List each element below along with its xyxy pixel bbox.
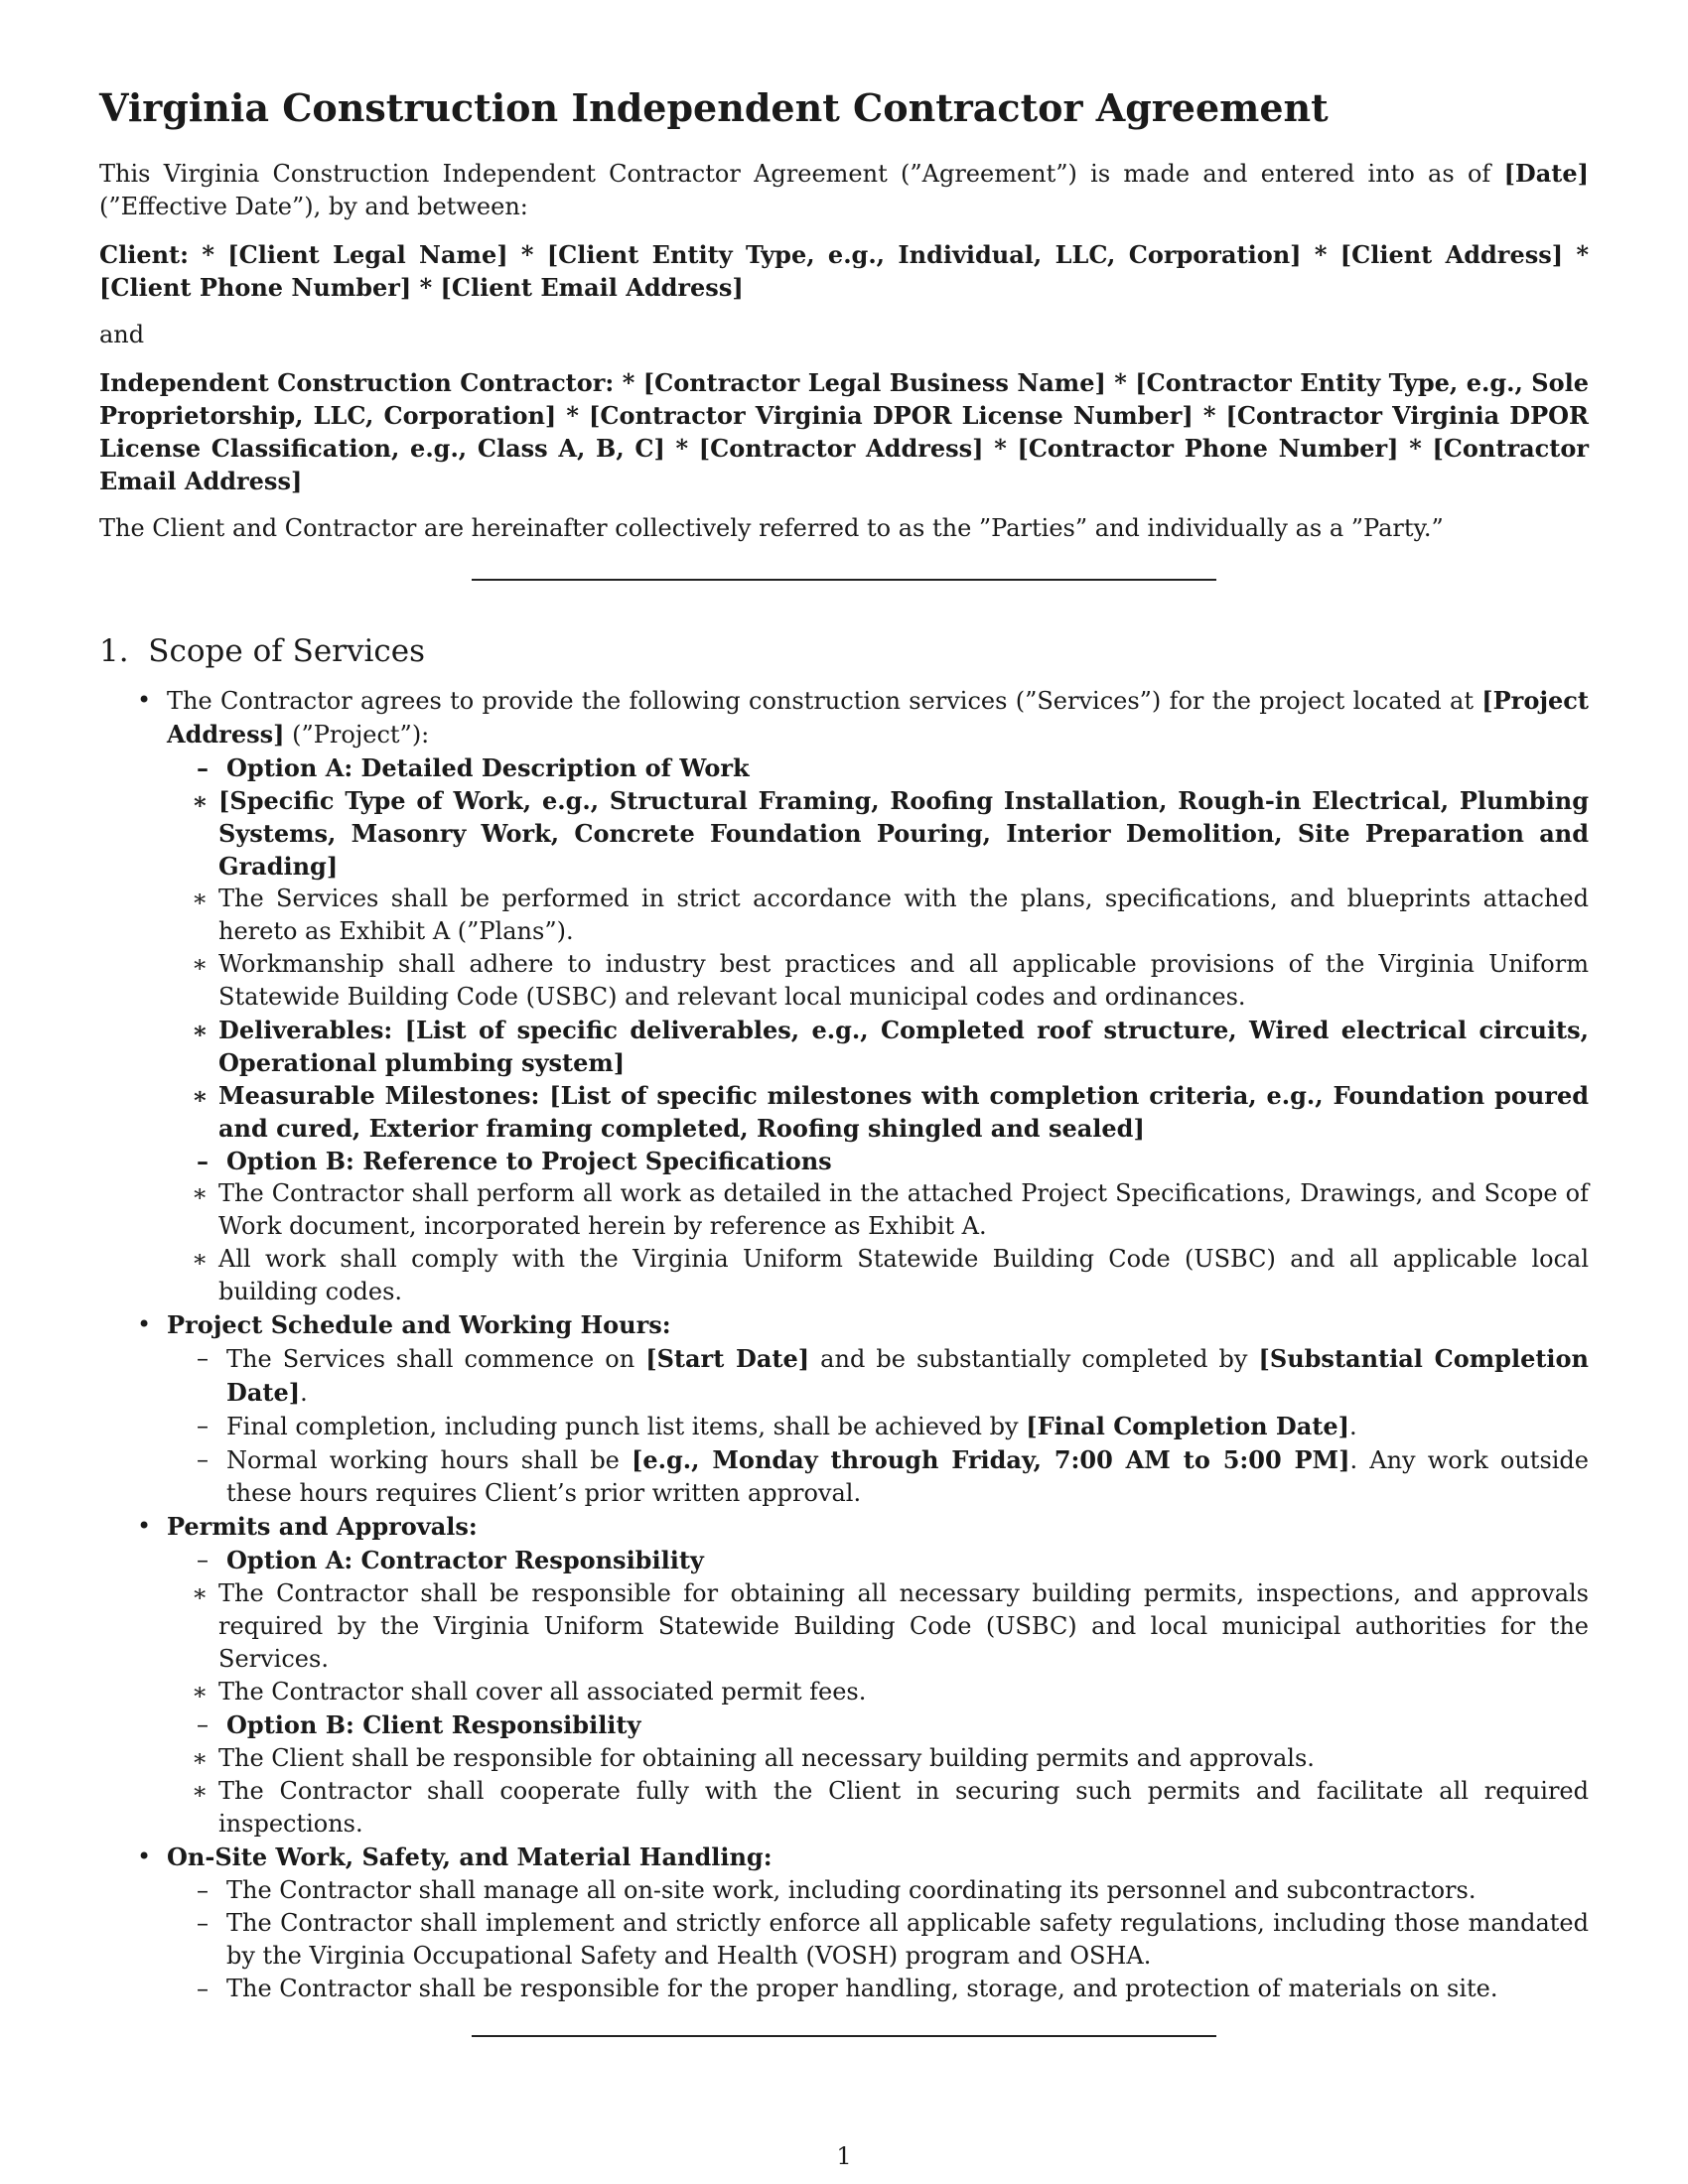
client-fields: * [Client Legal Name] * [Client Entity Type, e.g., Individual, LLC, Corporation] * [Client Address] * [Client Phone Number] * [Client Email Address] xyxy=(99,239,1589,302)
star-marker: ∗ xyxy=(192,1245,209,1274)
permits-option-b-list xyxy=(167,1742,1589,1841)
onsite-heading: On-Site Work, Safety, and Material Handling: xyxy=(167,1843,773,1872)
permits-text: The Contractor shall cooperate fully with the Client in securing such permits and facilitate all required inspections. xyxy=(218,1777,1589,1839)
date-placeholder: [Date] xyxy=(1503,158,1589,188)
permits-option-a-heading: Option A: Contractor Responsibility xyxy=(226,1546,704,1575)
final-completion-placeholder: [Final Completion Date] xyxy=(1026,1412,1349,1441)
plans-text: The Services shall be performed in strict accordance with the plans, specifications, and blueprints attached hereto as Exhibit A (”Plans”). xyxy=(218,885,1589,946)
client-block xyxy=(99,238,1589,304)
list-item xyxy=(167,948,1589,1014)
section-divider-top xyxy=(472,579,1216,581)
option-b-list xyxy=(167,1177,1589,1308)
list-item xyxy=(99,1308,1589,1510)
substantial-completion-placeholder: [Substantial Completion Date] xyxy=(226,1344,1590,1408)
bullet-marker: • xyxy=(137,1310,152,1339)
list-item xyxy=(167,1410,1589,1443)
list-item xyxy=(167,1443,1589,1510)
contractor-label: Independent Construction Contractor: xyxy=(99,367,615,397)
star-marker: ∗ xyxy=(192,786,209,816)
list-item xyxy=(167,1577,1589,1676)
schedule-text: The Services shall commence on xyxy=(226,1345,646,1374)
list-item xyxy=(167,1907,1589,1973)
scope-list xyxy=(99,684,1589,2005)
list-item xyxy=(167,1145,1589,1308)
star-marker: ∗ xyxy=(192,885,209,913)
star-marker: ∗ xyxy=(192,1678,209,1706)
milestones-text: Measurable Milestones: [List of specific milestones with completion criteria, e.g., Foundation poured and cured, Exterior framing completed, Roofing shingled and sealed] xyxy=(218,1081,1589,1144)
dash-marker: – xyxy=(197,1147,209,1176)
dash-marker: – xyxy=(197,1975,209,2003)
list-item xyxy=(99,684,1589,1308)
dash-marker: – xyxy=(197,1909,209,1938)
dash-marker: – xyxy=(197,1445,209,1474)
work-type-placeholder: [Specific Type of Work, e.g., Structural Framing, Roofing Installation, Rough-in Electrical, Plumbing Systems, Masonry Work, Concrete Foundation Pouring, Interior Demolition, Site Preparation and Grading] xyxy=(218,786,1589,882)
list-item xyxy=(167,1342,1589,1410)
workmanship-text: Workmanship shall adhere to industry best practices and all applicable provisions of the Virginia Uniform Statewide Building Code (USBC) and relevant local municipal codes and ordinances. xyxy=(218,950,1589,1012)
schedule-heading: Project Schedule and Working Hours: xyxy=(167,1310,671,1340)
list-item xyxy=(167,751,1589,1145)
schedule-text: and be substantially completed by xyxy=(809,1345,1259,1374)
scope-intro-start: The Contractor agrees to provide the following construction services (”Services”) for the project located at xyxy=(167,687,1482,716)
star-marker: ∗ xyxy=(192,950,209,979)
contractor-fields: * [Contractor Legal Business Name] * [Contractor Entity Type, e.g., Sole Proprietorship, LLC, Corporation] * [Contractor Virginia DPOR License Number] * [Contractor Virginia DPOR License Classification, e.g., Class A, B, C] * [Contractor Address] * [Contractor Phone Number] * [Contractor Email Address] xyxy=(99,367,1589,495)
contractor-block xyxy=(99,366,1589,497)
list-item xyxy=(167,1243,1589,1308)
onsite-list xyxy=(99,1874,1589,2005)
intro-text-start: This Virginia Construction Independent Contractor Agreement (”Agreement”) is made and entered into as of xyxy=(99,159,1504,188)
onsite-text: The Contractor shall implement and strictly enforce all applicable safety regulations, including those mandated by the Virginia Occupational Safety and Health (VOSH) program and OSHA. xyxy=(226,1909,1589,1971)
permits-text: The Contractor shall be responsible for obtaining all necessary building permits, inspections, and approvals required by the Virginia Uniform Statewide Building Code (USBC) and local municipal authorities for the Services. xyxy=(218,1579,1589,1674)
specs-text: The Contractor shall perform all work as detailed in the attached Project Specifications, Drawings, and Scope of Work document, incorporated herein by reference as Exhibit A. xyxy=(218,1179,1589,1241)
list-item xyxy=(99,1841,1589,2005)
permits-text: The Client shall be responsible for obtaining all necessary building permits and approvals. xyxy=(218,1744,1315,1773)
dash-marker: – xyxy=(197,1710,209,1739)
section-divider-bottom xyxy=(472,2035,1216,2037)
list-item xyxy=(167,1708,1589,1841)
schedule-text: Final completion, including punch list items, shall be achieved by xyxy=(226,1413,1027,1441)
dash-marker: – xyxy=(197,1412,209,1440)
dash-marker: – xyxy=(197,1344,209,1373)
schedule-text: Normal working hours shall be xyxy=(226,1446,633,1475)
permits-option-a-list xyxy=(167,1577,1589,1708)
start-date-placeholder: [Start Date] xyxy=(645,1344,810,1374)
scope-options-list xyxy=(99,751,1589,1308)
bullet-marker: • xyxy=(137,1512,152,1541)
list-item xyxy=(167,784,1589,883)
working-hours-placeholder: [e.g., Monday through Friday, 7:00 AM to 5:00 PM] xyxy=(632,1445,1350,1475)
client-label: Client: xyxy=(99,239,189,269)
page-number: 1 xyxy=(836,2142,852,2170)
dash-marker: – xyxy=(197,1546,209,1574)
list-item xyxy=(167,1775,1589,1841)
list-item xyxy=(167,1742,1589,1775)
parties-paragraph: The Client and Contractor are hereinafter collectively referred to as the ”Parties” and individually as a ”Party.” xyxy=(99,513,1444,542)
intro-text-end: (”Effective Date”), by and between: xyxy=(99,192,528,220)
list-item xyxy=(167,1973,1589,2005)
onsite-text: The Contractor shall be responsible for the proper handling, storage, and protection of materials on site. xyxy=(226,1975,1498,2003)
list-item xyxy=(167,1177,1589,1243)
schedule-text: . xyxy=(1348,1413,1357,1441)
project-address-placeholder: [Project Address] xyxy=(167,686,1589,750)
option-b-heading: Option B: Reference to Project Specifications xyxy=(226,1147,832,1176)
list-item xyxy=(167,1544,1589,1708)
list-item xyxy=(167,1874,1589,1907)
deliverables-text: Deliverables: [List of specific deliverables, e.g., Completed roof structure, Wired electrical circuits, Operational plumbing system] xyxy=(218,1016,1589,1078)
scope-intro-end: (”Project”): xyxy=(284,721,430,750)
star-marker: ∗ xyxy=(192,1579,209,1608)
list-item xyxy=(99,1510,1589,1841)
permits-option-b-heading: Option B: Client Responsibility xyxy=(226,1710,641,1740)
star-marker: ∗ xyxy=(192,1744,209,1773)
list-item xyxy=(167,883,1589,948)
star-marker: ∗ xyxy=(192,1179,209,1208)
permits-list xyxy=(99,1544,1589,1841)
star-marker: ∗ xyxy=(192,1016,209,1045)
onsite-text: The Contractor shall manage all on-site work, including coordinating its personnel and subcontractors. xyxy=(226,1876,1477,1905)
page-title: Virginia Construction Independent Contractor Agreement xyxy=(99,85,1329,130)
list-item xyxy=(167,1014,1589,1079)
schedule-text: . xyxy=(300,1379,308,1408)
option-a-list xyxy=(167,784,1589,1145)
star-marker: ∗ xyxy=(192,1081,209,1111)
dash-marker: – xyxy=(197,753,209,783)
intro-paragraph xyxy=(99,157,1589,223)
codes-text: All work shall comply with the Virginia Uniform Statewide Building Code (USBC) and all applicable local building codes. xyxy=(218,1245,1589,1306)
list-item xyxy=(167,1079,1589,1145)
and-text: and xyxy=(99,320,145,348)
option-a-heading: Option A: Detailed Description of Work xyxy=(226,753,750,783)
permits-text: The Contractor shall cover all associated permit fees. xyxy=(218,1678,867,1706)
list-item xyxy=(167,1676,1589,1708)
schedule-list xyxy=(99,1342,1589,1510)
bullet-marker: • xyxy=(137,1843,152,1871)
schedule-text: . Any work outside these hours requires Client’s prior written approval. xyxy=(226,1446,1589,1508)
dash-marker: – xyxy=(197,1876,209,1905)
section-heading-scope: 1. Scope of Services xyxy=(99,632,426,669)
bullet-marker: • xyxy=(137,686,152,715)
star-marker: ∗ xyxy=(192,1777,209,1806)
permits-heading: Permits and Approvals: xyxy=(167,1512,478,1542)
